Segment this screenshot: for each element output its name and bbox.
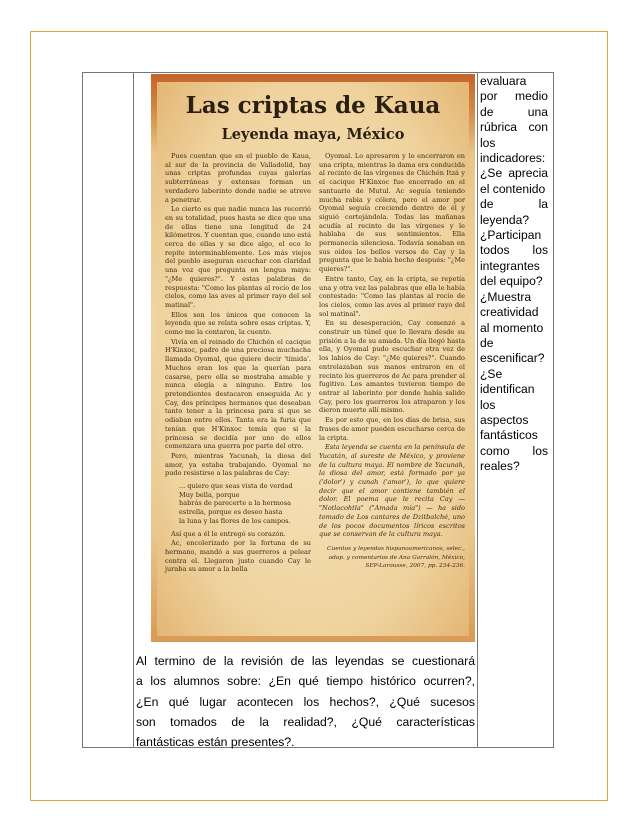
legend-left-column	[165, 152, 311, 575]
legend-title: Las criptas de Kaua	[185, 92, 441, 119]
legend-poem	[165, 482, 311, 526]
evaluation-line: los	[480, 135, 496, 150]
evaluation-line: por medio	[480, 89, 548, 104]
activity-description	[136, 651, 475, 752]
evaluation-line: como los	[480, 443, 548, 458]
evaluation-line: de la	[480, 197, 548, 212]
evaluation-line: del equipo?	[480, 274, 543, 289]
evaluation-line: ¿Se	[480, 366, 503, 381]
table-divider-right	[477, 72, 478, 748]
legend-right-column	[319, 152, 465, 572]
description-line: fantásticas están presentes?.	[136, 735, 295, 750]
legend-paragraph: Ellos son los únicos que conocen la leyenda que se relata sobre esas criptas. Y, como me la contaron, la cuento.	[165, 310, 311, 337]
evaluation-line: escenificar?	[480, 351, 545, 366]
evaluation-line: de	[480, 335, 494, 350]
description-line: ¿En qué lugar acontecen los hechos?, ¿Qué sucesos	[136, 694, 475, 709]
scan-page	[157, 82, 469, 636]
evaluation-line: identifican	[480, 382, 535, 397]
legend-paragraph: En su desesperación, Cay comenzó a construir un túnel que lo llevara desde su prisión a la de su amada. Un día llegó hasta ella, y Oyomal pudo escuchar otra vez de los labios de Cay: "¿Me quieres?". Cuando entrelazaban sus manos entraron en el recinto los guerreros de Ac para prender al fugitivo. Los amantes tuvieron tiempo de entrar al laberinto por donde había salido Cay, pero los guerreros los atraparon y les dieron muerte allí mismo.	[319, 319, 465, 415]
evaluation-line: leyenda?	[480, 212, 530, 227]
legend-note: Esta leyenda se cuenta en la península de Yucatán, al sureste de México, y proviene de la cultura maya. El nombre de Yacunah, la diosa del amor, está formado por ya ('dolor') y cunah ('amor'), lo que quiere decir que el amor contiene también el dolor. El poema que le recita Cay — "Notlacohtla" ("Amada mía") — ha sido tomado de Los cantares de Dzitbalché, uno de los pocos documentos líricos escritos que se conservan de la cultura maya.	[319, 443, 465, 539]
legend-scan-image	[151, 74, 475, 642]
evaluation-line: ¿Muestra	[480, 289, 532, 304]
evaluation-line: ¿Participan	[480, 228, 542, 243]
evaluation-line: rúbrica con	[480, 120, 548, 135]
legend-paragraph: Entre tanto, Cay, en la cripta, se repetía una y otra vez las palabras que ella le había contestado: "Como las plantas al rocío de los cielos, como las aves al primer rayo del sol matinal".	[319, 274, 465, 318]
legend-paragraph: Ac, encolerizado por la fortuna de su hermano, mandó a sus guerreros a pelear contra el. Llegaron justo cuando Cay le juraba su amor a la bella	[165, 539, 311, 574]
poem-line: habrás de parecerte a la hermosa	[179, 499, 291, 508]
evaluation-line: ¿Se aprecia	[480, 166, 548, 181]
evaluation-line: creatividad	[480, 305, 539, 320]
table-divider-left	[133, 72, 134, 748]
legend-paragraph: Es por esto que, en los días de brisa, sus frases de amor pueden escucharse cerca de la cripta.	[319, 416, 465, 442]
evaluation-line: reales?	[480, 459, 520, 474]
evaluation-column	[480, 74, 548, 475]
evaluation-line: al momento	[480, 320, 544, 335]
evaluation-line: los	[480, 397, 496, 412]
poem-line: estrella, porque es deseo hasta	[179, 508, 283, 517]
legend-paragraph: Lo cierto es que nadie nunca las recorrió en su totalidad, pues hasta se dice que una de ellas tiene una longitud de 24 kilómetros. Y cuentan que, cuando uno está cerca de ellas y se dice algo, el eco lo repite interminablemente. Los más viejos del pueblo aseguran escuchar con claridad una voz que pregunta en lengua maya: "¿Me quieres?". Y estas palabras de respuesta: "Como las plantas al rocío de los cielos, como las aves al primer rayo del sol matinal".	[165, 205, 311, 309]
poem-line: la luna y las flores de los campos.	[179, 516, 291, 525]
evaluation-line: todos los	[480, 243, 548, 258]
evaluation-line: el contenido	[480, 181, 546, 196]
description-line: a los alumnos sobre: ¿En qué tiempo histórico ocurren?,	[136, 674, 475, 689]
legend-paragraph: Pues cuentan que en el pueblo de Kaua, al sur de la provincia de Valladolid, hay unas criptas profundas cuyas galerías subterráneas y extensas forman un verdadero laberinto donde nadie se atreve a penetrar.	[165, 152, 311, 204]
legend-paragraph: Así que a él le entregó su corazón.	[171, 529, 286, 538]
legend-subtitle: Leyenda maya, México	[221, 126, 405, 143]
evaluation-line: indicadores:	[480, 151, 546, 166]
evaluation-line: de una	[480, 104, 548, 119]
evaluation-line: fantásticos	[480, 428, 538, 443]
poem-line: ... quiero que seas vista de verdad	[179, 482, 293, 491]
legend-paragraph: Pero, mientras Yacunah, la diosa del amor, ya estaba trabajando. Oyomal no pudo resistirse a las palabras de Cay:	[165, 451, 311, 478]
legend-paragraph: Vivía en el reinado de Chichén el cacique H'Kinxoc, padre de una preciosa muchacha llamada Oyomal, que quiere decir 'tímida'. Muchos eran los que la querían para casarse, pero ella se mostraba amable y nunca elegía a ninguno. Entre los pretendientes destacaron enseguida Ac y Cay, dos príncipes hermanos que deseaban tanto tener a la princesa para sí que se odiaban entre ellos. Tanta era la furia que tenían que H'Kinxoc temía que si la princesa se decidía por uno de ellos comenzara una guerra por parte del otro.	[165, 337, 311, 451]
description-line: son tomados de la realidad?, ¿Qué características	[136, 714, 475, 729]
description-line: Al termino de la revisión de las leyendas se cuestionará	[136, 654, 475, 668]
legend-source: Cuentos y leyendas hispanoamericanos, selec., adap. y comentarios de Ana Garralón, México, SEP-Larousse, 2007, pp. 234-236.	[327, 545, 465, 570]
legend-paragraph: Oyomal. Lo apresaron y lo encerraron en una cripta, mientras la dama era conducida al recinto de las vírgenes de Chichén Itzá y el cacique H'Kinxoc fue encerrado en el santuario de Mutul. Ac seguía teniendo mucha rabia y cólera, pero el amor por Oyomal seguía creciendo dentro de él y siguió cortejándola. Todas las mañanas acudía al recinto de las vírgenes y le hablaba de sus sentimientos. Ella permanecía silenciosa. Todavía sonaban en sus oídos los bellos versos de Cay y la pregunta que le había hecho después: "¿Me quieres?".	[319, 152, 465, 274]
evaluation-line: integrantes	[480, 258, 540, 273]
poem-line: Muy bella, porque	[179, 490, 240, 499]
evaluation-line: aspectos	[480, 412, 529, 427]
evaluation-line: evaluara	[480, 74, 527, 88]
